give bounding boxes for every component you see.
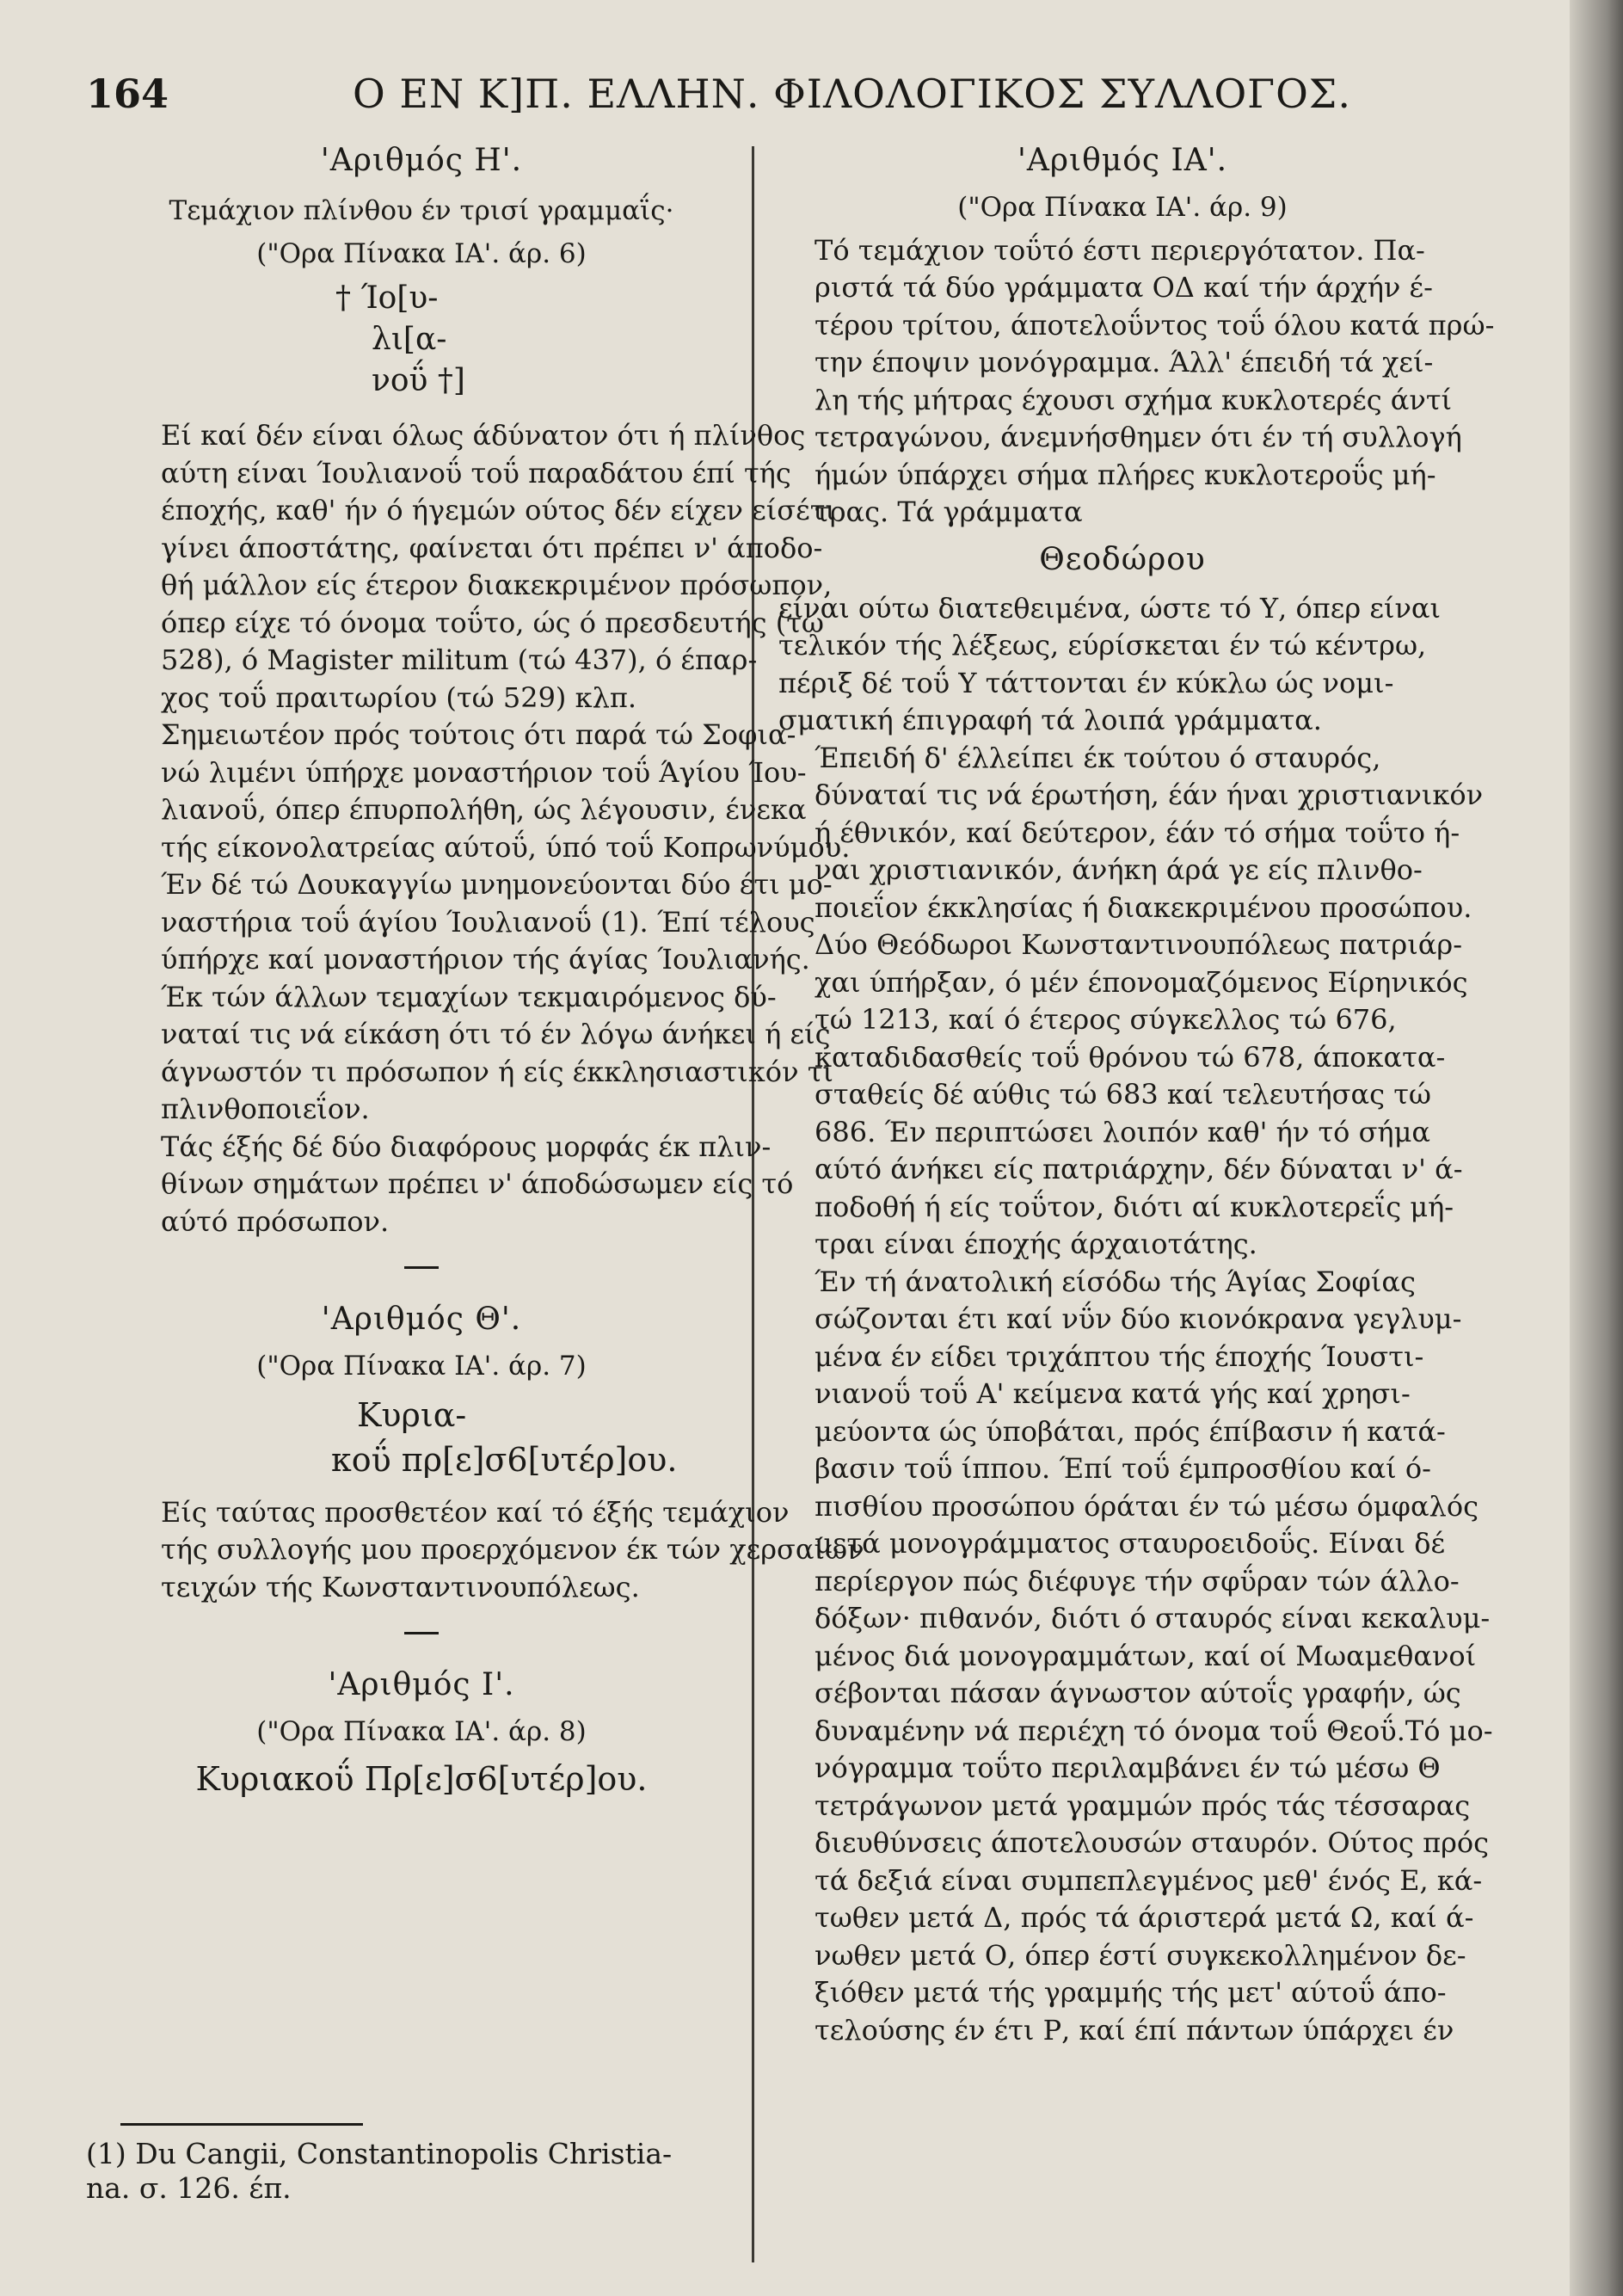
paragraph: Τό τεμάχιον τοΰτό έστι περιεργότατον. Πα- ριστά τά δύο γράμματα ΟΔ καί τήν άρχήν έ- τέρου τρίτου, άποτελοΰντος τοΰ όλου κατά πρώ- την έποψιν μονόγραμμα. Άλλ' έπειδή τά χεί- λη τής μήτρας έχουσι σχήμα κυκλοτερές άντί τετραγώνου, άνεμνήσθημεν ότι έν τή συλλογή ήμών ύπάρχει σήμα πλήρες κυκλοτεροΰς μή- τρας. Τά γράμματα xyxy=(815,233,1495,528)
running-head xyxy=(86,71,1351,131)
paragraph: Τάς έξής δέ δύο διαφόρους μορφάς έκ πλιν- θίνων σημάτων πρέπει ν' άποδώσωμεν είς τό αύτό πρόσωπον. xyxy=(161,1130,794,1238)
paragraph: Δύο Θεόδωροι Κωνσταντινουπόλεως πατριάρ- χαι ύπήρξαν, ό μέν έπονομαζόμενος Είρηνικός τώ 1213, καί ό έτερος σύγκελλος τώ 676, καταδιδασθείς τοΰ θρόνου τώ 678, άποκατα- σταθείς δέ αύθις τώ 683 καί τελευτήσας τώ 686. Έν περιπτώσει λοιπόν καθ' ήν τό σήμα αύτό άνήκει είς πατριάρχην, δέν δύναται ν' ά- ποδοθή ή είς τοΰτον, διότι αί κυκλοτερεΐς μή- τραι είναι έποχής άρχαιοτάτης. xyxy=(815,928,1468,1260)
left-column xyxy=(125,138,864,1801)
paragraph: Έκ τών άλλων τεμαχίων τεκμαιρόμενος δύ- ναταί τις νά είκάση ότι τό έν λόγω άνήκει ή είς άγνωστόν τι πρόσωπον ή είς έκκλησιαστικόν τι πλινθοποιεΐον. xyxy=(161,980,833,1125)
right-column xyxy=(778,138,1495,2049)
paragraph: Έν τή άνατολική είσόδω τής Άγίας Σοφίας σώζονται έτι καί νΰν δύο κιονόκρανα γεγλυμ- μένα έν είδει τριχάπτου τής έποχής Ίουστι- νιανοΰ τοΰ Α' κείμενα κατά γής καί χρησι- μεύοντα ώς ύποβάται, πρός έπίβασιν ή κατά- βασιν τοΰ ίππου. Έπί τοΰ έμπροσθίου καί ό- πισθίου προσώπου όράται έν τώ μέσω όμφαλός μετά μονογράμματος σταυροειδοΰς. Είναι δέ περίεργον πώς διέφυγε τήν σφΰραν τών άλλο- δόξων· πιθανόν, διότι ό σταυρός είναι κεκαλυμ- μένος διά μονογραμμάτων, καί οί Μωαμεθανοί σέβονται πάσαν άγνωστον αύτοΐς γραφήν, ώς δυναμένην νά περιέχη τό όνομα τοΰ Θεοΰ.Τό μο- νόγραμμα τοΰτο περιλαμβάνει έν τώ μέσω Θ τετράγωνον μετά γραμμών πρός τάς τέσσαρας διευθύνσεις άποτελουσών σταυρόν. Ούτος πρός τά δεξιά είναι συμπεπλεγμένος μεθ' ένός Ε, κά- τωθεν μετά Δ, πρός τά άριστερά μετά Ω, καί ά- νωθεν μετά Ο, όπερ έστί συγκεκολλημένον δε- ξιόθεν μετά τής γραμμής τής μετ' αύτοΰ άπο- τελούσης έν έτι Ρ, καί έπί πάντων ύπάρχει έν xyxy=(815,1265,1493,2047)
section-separator xyxy=(404,1266,439,1269)
plate-reference-9: ("Ορα Πίνακα ΙΑ'. άρ. 7) xyxy=(256,1351,587,1382)
plate-reference-10: ("Ορα Πίνακα ΙΑ'. άρ. 8) xyxy=(256,1716,587,1747)
plate-reference-8: ("Ορα Πίνακα ΙΑ'. άρ. 6) xyxy=(256,237,587,269)
inscription-theodorou: Θεοδώρου xyxy=(1039,541,1206,577)
section-heading-11: 'Αριθμός ΙΑ'. xyxy=(1017,143,1228,178)
inscription-8: † Ίο[υ- λι[α- νοΰ †] xyxy=(335,280,465,398)
paragraph: Έπειδή δ' έλλείπει έκ τούτου ό σταυρός, δύναταί τις νά έρωτήση, έάν ήναι χριστιανικόν ή έθνικόν, καί δεύτερον, έάν τό σήμα τοΰτο ή- ναι χριστιανικόν, άνήκη άρά γε είς πλινθο- ποιεΐον έκκλησίας ή διακεκριμένου προσώπου. xyxy=(815,741,1484,924)
page-edge-shadow xyxy=(1570,0,1623,2296)
footnote-rule xyxy=(120,2123,363,2126)
paragraph: Σημειωτέον πρός τούτοις ότι παρά τώ Σοφια- νώ λιμένι ύπήρχε μοναστήριον τοΰ Άγίου Ίου- λιανοΰ, όπερ έπυρπολήθη, ώς λέγουσιν, ένεκα τής είκονολατρείας αύτοΰ, ύπό τοΰ Κοπρωνύμου. Έν δέ τώ Δουκαγγίω μνημονεύονται δύο έτι μο- ναστήρια τοΰ άγίου Ίουλιανοΰ (1). Έπί τέλους ύπήρχε καί μοναστήριον τής άγίας Ίουλιανής. xyxy=(161,718,851,976)
section-heading-10: 'Αριθμός Ι'. xyxy=(328,1667,515,1702)
footnote: (1) Du Cangii, Constantinopolis Christia- na. σ. 126. έπ. xyxy=(86,2137,673,2205)
section-heading-8: 'Αριθμός Η'. xyxy=(320,143,523,178)
section-heading-9: 'Αριθμός Θ'. xyxy=(321,1302,522,1337)
running-title: Ο ΕΝ Κ]Π. ΕΛΛΗΝ. ΦΙΛΟΛΟΓΙΚΟΣ ΣΥΛΛΟΓΟΣ. xyxy=(353,71,1351,117)
inscription-10: Κυριακοΰ Πρ[ε]σ6[υτέρ]ου. xyxy=(195,1759,648,1798)
inscription-9: Κυρια- κοΰ πρ[ε]σ6[υτέρ]ου. xyxy=(331,1395,678,1479)
section-subtitle-8: Τεμάχιον πλίνθου έν τρισί γραμμαΐς· xyxy=(169,195,674,226)
section-separator xyxy=(404,1632,439,1634)
page-number: 164 xyxy=(86,71,169,117)
plate-reference-11: ("Ορα Πίνακα ΙΑ'. άρ. 9) xyxy=(957,192,1288,223)
paragraph: είναι ούτω διατεθειμένα, ώστε τό Υ, όπερ είναι τελικόν τής λέξεως, εύρίσκεται έν τώ κέντρω, πέριξ δέ τοΰ Υ τάττονται έν κύκλω ώς νομι- σματική έπιγραφή τά λοιπά γράμματα. xyxy=(778,591,1442,736)
paragraph: Εί καί δέν είναι όλως άδύνατον ότι ή πλίνθος αύτη είναι Ίουλιανοΰ τοΰ παραδάτου έπί τής έποχής, καθ' ήν ό ήγεμών ούτος δέν είχεν είσέτι γίνει άποστάτης, φαίνεται ότι πρέπει ν' άποδο- θή μάλλον είς έτερον διακεκριμένον πρόσωπον, όπερ είχε τό όνομα τοΰτο, ώς ό πρεσδευτής (τώ 528), ό Magister militum (τώ 437), ό έπαρ- χος τοΰ πραιτωρίου (τώ 529) κλπ. xyxy=(161,419,836,714)
paragraph: Είς ταύτας προσθετέον καί τό έξής τεμάχιον τής συλλογής μου προερχόμενον έκ τών χερσαίων τειχών τής Κωνσταντινουπόλεως. xyxy=(161,1495,864,1604)
